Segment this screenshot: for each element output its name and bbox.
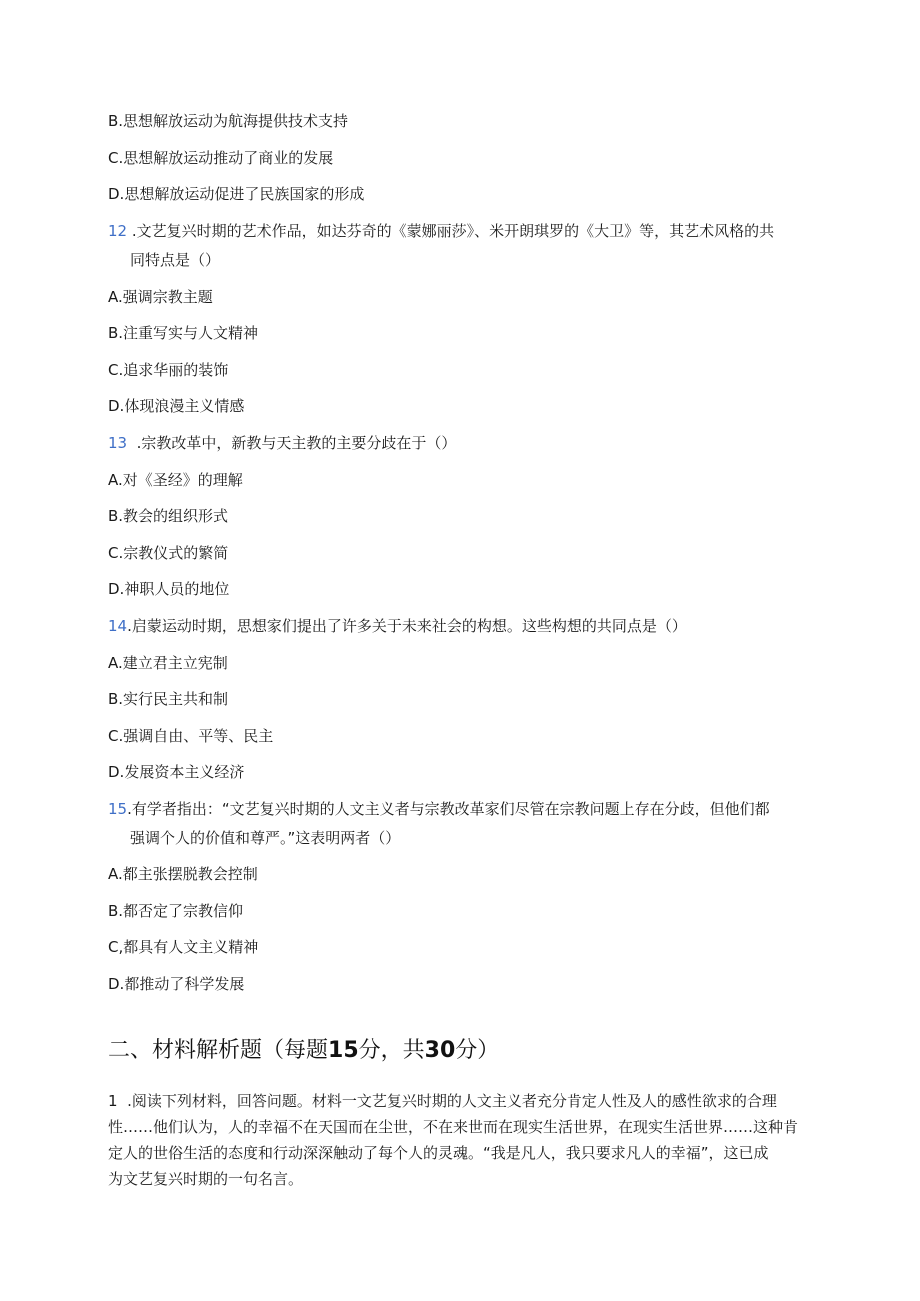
q11-option-d: D.思想解放运动促进了民族国家的形成: [108, 185, 365, 203]
q13-stem-text: .宗教改革中，新教与天主教的主要分歧在于（）: [127, 434, 457, 452]
q15-option-c: C,都具有人文主义精神: [108, 938, 259, 956]
section-heading-pre: 二、材料解析题（每题: [108, 1038, 329, 1063]
q15-stem-continued: 强调个人的价值和尊严。”这表明两者（）: [130, 829, 401, 847]
q14-option-a: A.建立君主立宪制: [108, 654, 228, 672]
q14-stem-text: .启蒙运动时期，思想家们提出了许多关于未来社会的构想。这些构想的共同点是（）: [127, 617, 687, 635]
q12-number: 12: [108, 222, 128, 240]
q15-option-a: A.都主张摆脱教会控制: [108, 865, 258, 883]
q11-option-b: B.思想解放运动为航海提供技术支持: [108, 112, 349, 130]
material-line-1: 1 .阅读下列材料，回答问题。材料一文艺复兴时期的人文主义者充分肯定人性及人的感性欲求的合理: [108, 1092, 777, 1110]
q15-number: 15: [108, 800, 128, 818]
q15-option-b: B.都否定了宗教信仰: [108, 902, 244, 920]
section-heading-points: 15: [328, 1038, 359, 1063]
q15-stem: [108, 799, 770, 819]
q14-option-c: C.强调自由、平等、民主: [108, 727, 274, 745]
q13-number: 13: [108, 434, 128, 452]
q13-option-a: A.对《圣经》的理解: [108, 471, 243, 489]
q13-stem: [108, 433, 456, 453]
q12-option-d: D.体现浪漫主义情感: [108, 397, 245, 415]
q12-option-c: C.追求华丽的装饰: [108, 361, 229, 379]
material-line-2: 性……他们认为，人的幸福不在天国而在尘世，不在来世而在现实生活世界，在现实生活世界……这种肯: [108, 1118, 799, 1136]
q15-stem-text: .有学者指出：“文艺复兴时期的人文主义者与宗教改革家们尽管在宗教问题上存在分歧，但他们都: [127, 800, 770, 818]
section-heading-post: 分）: [455, 1038, 500, 1063]
q12-stem-text: .文艺复兴时期的艺术作品，如达芬奇的《蒙娜丽莎》、米开朗琪罗的《大卫》等，其艺术风格的共: [127, 222, 775, 240]
section-heading-total: 30: [424, 1038, 456, 1063]
q12-stem-continued: 同特点是（）: [130, 251, 221, 269]
q12-option-b: B.注重写实与人文精神: [108, 324, 259, 342]
q12-stem: [108, 221, 774, 241]
material-line-3: 定人的世俗生活的态度和行动深深触动了每个人的灵魂。“我是凡人，我只要求凡人的幸福”，这已成: [108, 1144, 769, 1162]
q11-option-c: C.思想解放运动推动了商业的发展: [108, 149, 334, 167]
q13-option-b: B.教会的组织形式: [108, 507, 229, 525]
q14-option-b: B.实行民主共和制: [108, 690, 229, 708]
q14-stem: [108, 616, 687, 636]
q13-option-d: D.神职人员的地位: [108, 580, 230, 598]
material-line-4: 为文艺复兴时期的一句名言。: [108, 1170, 304, 1188]
q15-option-d: D.都推动了科学发展: [108, 975, 245, 993]
q13-option-c: C.宗教仪式的繁简: [108, 544, 229, 562]
section-heading: [108, 1036, 499, 1066]
section-heading-mid: 分，共: [358, 1038, 425, 1063]
q12-option-a: A.强调宗教主题: [108, 288, 213, 306]
q14-option-d: D.发展资本主义经济: [108, 763, 245, 781]
q14-number: 14: [108, 617, 128, 635]
